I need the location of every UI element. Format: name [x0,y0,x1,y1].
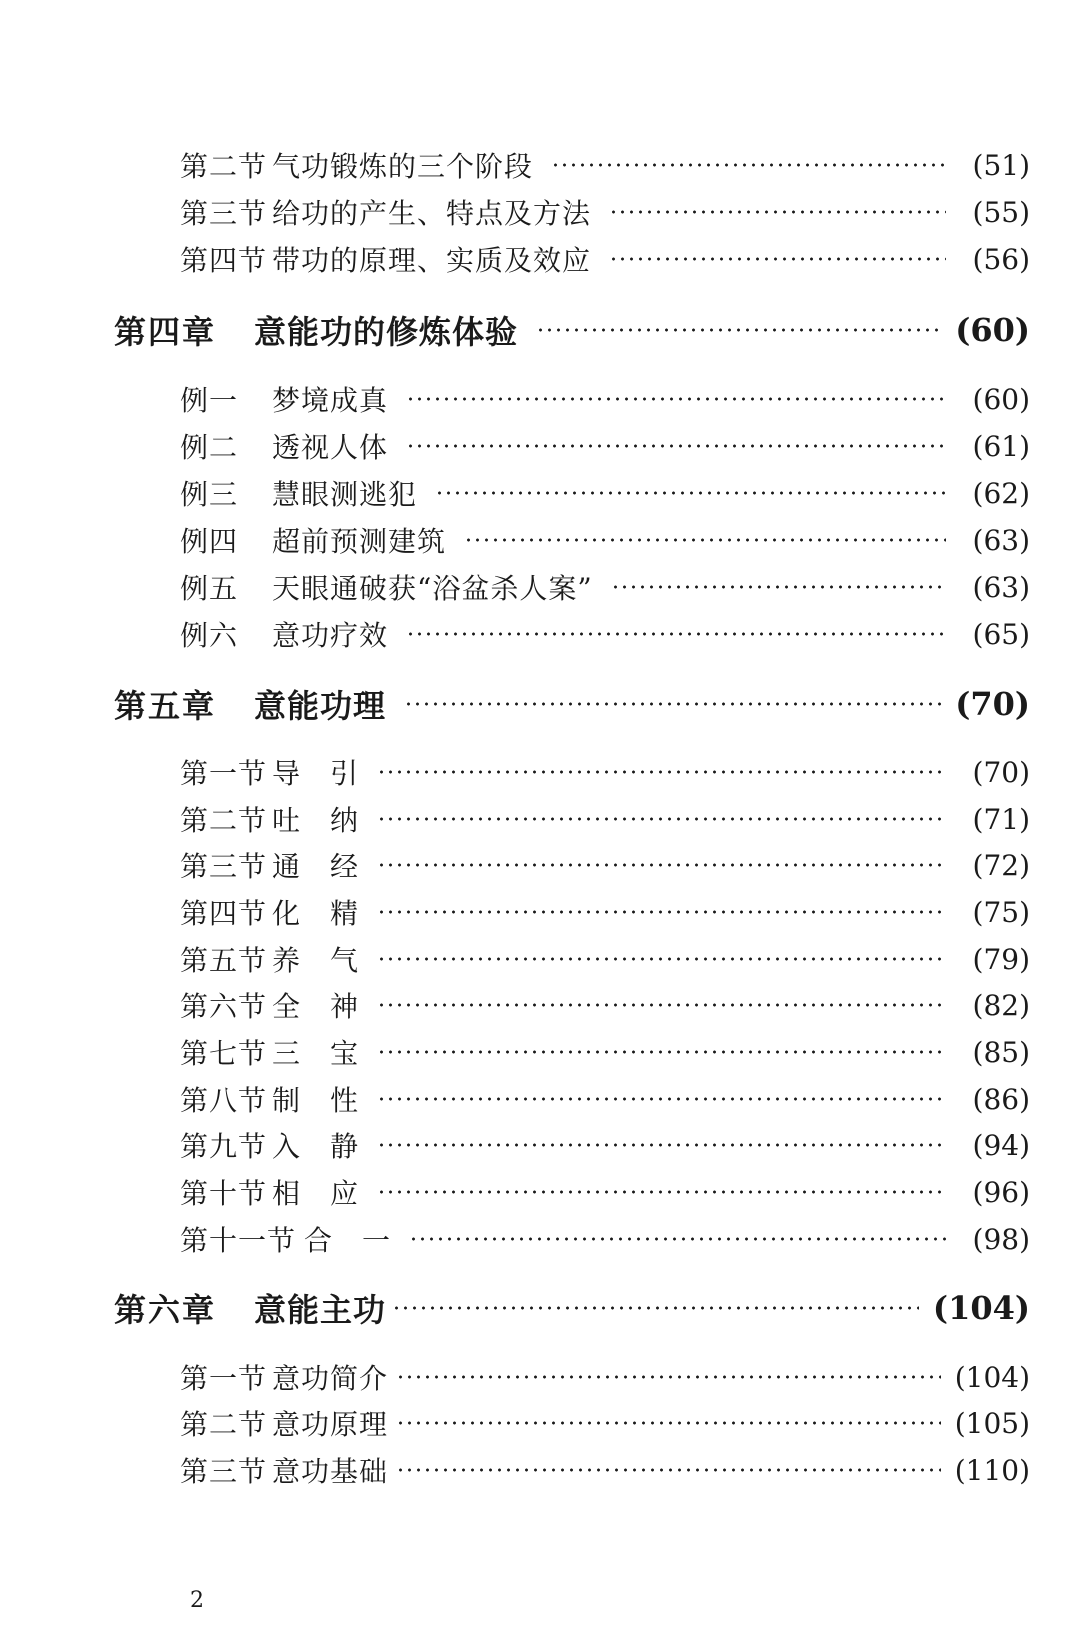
section-number: 第七节 [180,1037,268,1070]
toc-entry [0,189,1080,235]
page-ref: (86) [972,1082,1030,1116]
toc-entry [0,611,1080,657]
leader-dots [377,910,946,914]
page-ref: (94) [972,1128,1030,1162]
page-ref: (96) [972,1175,1030,1209]
chapter-title: 意能功的修炼体验 [254,313,519,351]
leader-dots [609,210,946,214]
example-title: 天眼通破获“浴盆杀人案” [272,572,593,605]
example-number: 例一 [180,384,239,417]
leader-dots [611,585,946,589]
example-title: 意功疗效 [272,619,389,652]
leader-dots [406,444,946,448]
page-ref: (105) [954,1406,1030,1440]
section-title: 三 宝 [272,1037,360,1070]
chapter-number: 第五章 [114,687,217,725]
toc-entry [0,376,1080,422]
leader-dots [377,770,946,774]
page-ref: (63) [972,570,1030,604]
page-ref: (70) [972,755,1030,789]
page-ref: (56) [972,242,1030,276]
page-ref: (61) [972,429,1030,463]
leader-dots [406,397,946,401]
page-ref: (55) [972,195,1030,229]
section-number: 第一节 [180,757,268,790]
toc-entry [0,236,1080,282]
toc-entry [0,564,1080,610]
section-number: 第二节 [180,150,268,183]
section-title: 入 静 [272,1130,360,1163]
toc-entry [0,889,1080,935]
toc-entry [0,517,1080,563]
leader-dots [409,1237,946,1241]
leader-dots [377,1003,946,1007]
page-ref: (60) [972,382,1030,416]
toc-entry [0,1216,1080,1262]
leader-dots [396,1421,941,1425]
section-number: 第一节 [180,1362,268,1395]
toc-entry [0,142,1080,188]
page-ref: (62) [972,476,1030,510]
leader-dots [464,538,946,542]
leader-dots [392,1306,919,1310]
section-title: 通 经 [272,850,360,883]
section-title: 化 精 [272,897,360,930]
section-number: 第八节 [180,1084,268,1117]
leader-dots [377,957,946,961]
chapter-title: 意能主功 [254,1291,387,1329]
page-ref: (60) [955,311,1030,349]
page-ref: (98) [972,1222,1030,1256]
section-number: 第五节 [180,944,268,977]
section-number: 第三节 [180,850,268,883]
toc-entry [0,470,1080,516]
section-title: 全 神 [272,990,360,1023]
toc-entry [0,982,1080,1028]
page-ref: (65) [972,617,1030,651]
page-ref: (85) [972,1035,1030,1069]
section-title: 相 应 [272,1177,360,1210]
toc-entry [0,1447,1080,1493]
section-title: 合 一 [304,1224,392,1257]
page-ref: (63) [972,523,1030,557]
section-title: 养 气 [272,944,360,977]
example-number: 例四 [180,525,239,558]
section-title: 意功原理 [272,1408,389,1441]
page-ref: (82) [972,988,1030,1022]
toc-entry [0,796,1080,842]
toc-chapter [0,678,1080,730]
section-number: 第十节 [180,1177,268,1210]
toc-entry [0,1354,1080,1400]
section-number: 第六节 [180,990,268,1023]
toc-entry [0,423,1080,469]
toc-entry [0,842,1080,888]
section-title: 意功简介 [272,1362,389,1395]
leader-dots [377,1050,946,1054]
example-number: 例三 [180,478,239,511]
leader-dots [404,702,941,706]
example-title: 透视人体 [272,431,389,464]
toc-entry [0,1400,1080,1446]
toc-entry [0,1122,1080,1168]
example-number: 例二 [180,431,239,464]
toc-entry [0,749,1080,795]
page-ref: (72) [972,848,1030,882]
chapter-title: 意能功理 [254,687,387,725]
chapter-number: 第六章 [114,1291,217,1329]
section-title: 给功的产生、特点及方法 [272,197,592,230]
example-title: 慧眼测逃犯 [272,478,418,511]
section-number: 第四节 [180,244,268,277]
chapter-number: 第四章 [114,313,217,351]
section-title: 吐 纳 [272,804,360,837]
page-ref: (110) [954,1453,1030,1487]
section-number: 第九节 [180,1130,268,1163]
example-title: 梦境成真 [272,384,389,417]
leader-dots [396,1468,941,1472]
section-number: 第三节 [180,1455,268,1488]
toc-chapter [0,1282,1080,1334]
leader-dots [396,1375,941,1379]
leader-dots [377,817,946,821]
section-title: 带功的原理、实质及效应 [272,244,592,277]
leader-dots [377,1190,946,1194]
page-number: 2 [190,1588,204,1613]
leader-dots [609,257,946,261]
section-number: 第三节 [180,197,268,230]
leader-dots [377,863,946,867]
page-ref: (79) [972,942,1030,976]
example-number: 例五 [180,572,239,605]
section-number: 第二节 [180,804,268,837]
section-title: 制 性 [272,1084,360,1117]
section-title: 意功基础 [272,1455,389,1488]
toc-entry [0,1169,1080,1215]
page-ref: (104) [954,1360,1030,1394]
toc-entry [0,1029,1080,1075]
page-ref: (71) [972,802,1030,836]
leader-dots [536,328,941,332]
page-ref: (51) [972,148,1030,182]
leader-dots [551,163,946,167]
toc-chapter [0,304,1080,356]
leader-dots [377,1143,946,1147]
section-number: 第二节 [180,1408,268,1441]
page-ref: (104) [932,1289,1030,1327]
example-title: 超前预测建筑 [272,525,447,558]
leader-dots [377,1097,946,1101]
section-number: 第四节 [180,897,268,930]
section-title: 气功锻炼的三个阶段 [272,150,534,183]
section-title: 导 引 [272,757,360,790]
leader-dots [406,632,946,636]
page-ref: (70) [955,685,1030,723]
example-number: 例六 [180,619,239,652]
leader-dots [435,491,946,495]
page-ref: (75) [972,895,1030,929]
toc-entry [0,1076,1080,1122]
section-number: 第十一节 [180,1224,297,1257]
toc-entry [0,936,1080,982]
